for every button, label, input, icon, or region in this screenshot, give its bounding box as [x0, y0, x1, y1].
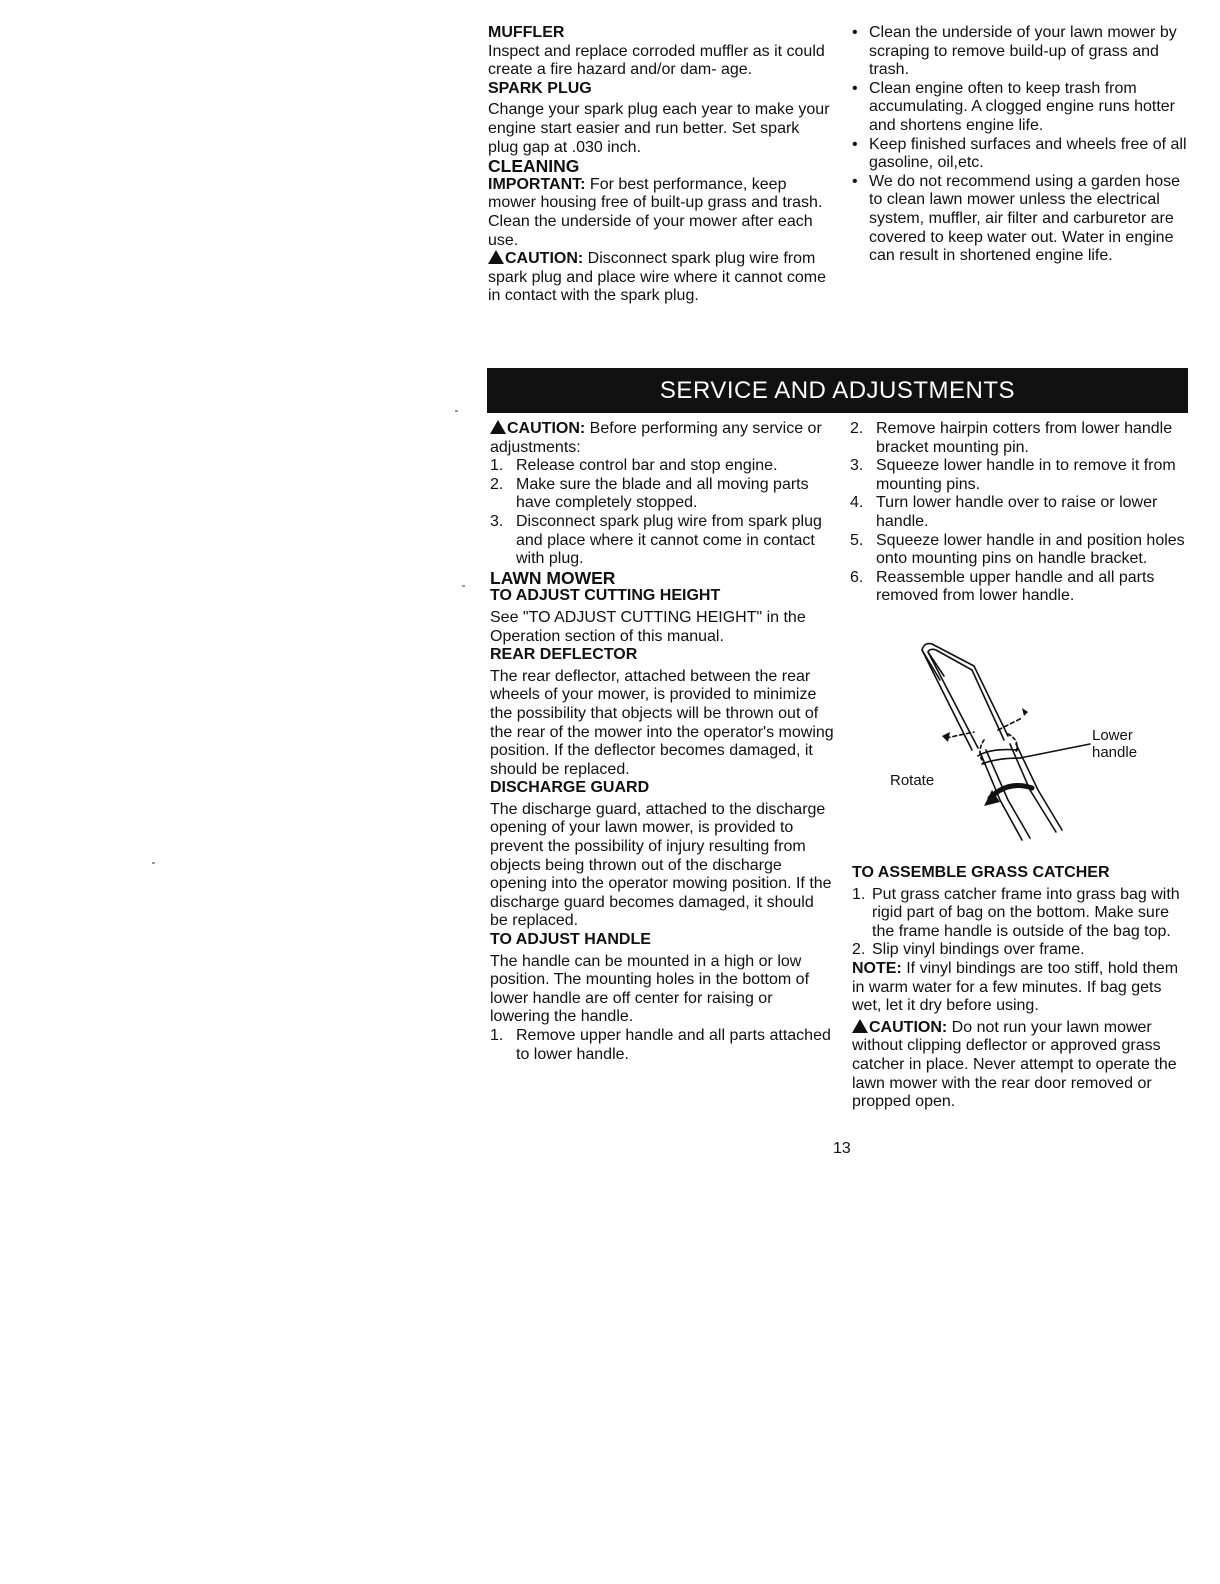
figure-label-handle: handle: [1092, 744, 1138, 761]
list-item: 2. Remove hairpin cotters from lower handle bracket mounting pin.: [850, 420, 1173, 456]
list-item: 1. Put grass catcher frame into grass bag with rigid part of bag on the bottom. Make sure the frame handle is outside of the bag top.: [852, 885, 1180, 940]
note-text: If vinyl bindings are too stiff, hold them in warm water for a few minutes. If bag gets wet, let it dry before using.: [852, 959, 1179, 1015]
scan-speck: [462, 585, 465, 587]
caution-label: CAUTION:: [507, 420, 586, 437]
warning-triangle-icon: [490, 420, 506, 434]
lawn-mower-heading: LAWN MOWER: [490, 567, 616, 588]
note-label: NOTE:: [852, 959, 902, 977]
discharge-guard-heading: DISCHARGE GUARD: [490, 779, 650, 797]
bullet-icon: •: [852, 172, 858, 190]
list-item: • Clean the underside of your lawn mower by scraping to remove build-up of grass and trash.: [852, 24, 1177, 79]
list-item: 3. Squeeze lower handle in to remove it from mounting pins.: [850, 457, 1176, 493]
section-banner: SERVICE AND ADJUSTMENTS: [487, 368, 1188, 413]
cutting-height-text: See "TO ADJUST CUTTING HEIGHT" in the Operation section of this manual.: [490, 608, 806, 645]
left-column: [490, 420, 835, 1064]
caution-paragraph: [488, 250, 833, 306]
warning-triangle-icon: [488, 250, 504, 264]
important-paragraph: [488, 176, 833, 250]
grass-catcher-section: [852, 864, 1192, 1112]
caution-text: Before performing any service or adjustments:: [490, 420, 822, 456]
rear-deflector-heading: REAR DEFLECTOR: [490, 646, 638, 664]
spark-plug-text: Change your spark plug each year to make your engine start easier and run better. Set spark plug gap at .030 inch.: [488, 101, 830, 156]
bullet-icon: •: [852, 24, 858, 41]
figure-label-rotate: Rotate: [890, 772, 935, 789]
list-item: • Clean engine often to keep trash from accumulating. A clogged engine runs hotter and shortens engine life.: [852, 79, 1175, 134]
list-item: 5. Squeeze lower handle in and position holes onto mounting pins on handle bracket.: [850, 531, 1185, 568]
bullet-icon: •: [852, 79, 858, 97]
handle-rotation-figure: [880, 640, 1180, 855]
cutting-height-heading: TO ADJUST CUTTING HEIGHT: [490, 587, 721, 605]
list-item: 4. Turn lower handle over to raise or lower handle.: [850, 494, 1158, 530]
right-column: [850, 420, 1190, 606]
caution-paragraph: [852, 1019, 1192, 1112]
caution-text: Do not run your lawn mower without clipping deflector or approved grass catcher in place. Never attempt to operate the lawn mower with the rear door removed or propped open.: [852, 1018, 1177, 1111]
adjust-handle-heading: TO ADJUST HANDLE: [490, 931, 651, 949]
top-right-column: [850, 24, 1190, 266]
bullet-icon: •: [852, 135, 858, 153]
caution-label: CAUTION:: [869, 1018, 948, 1036]
figure-label-lower: Lower: [1092, 727, 1133, 744]
spark-plug-heading: SPARK PLUG: [488, 79, 592, 97]
important-label: IMPORTANT:: [488, 175, 586, 193]
warning-triangle-icon: [852, 1019, 868, 1033]
handle-diagram: [880, 640, 1180, 855]
list-item: 1. Release control bar and stop engine.: [490, 457, 778, 475]
important-text: For best performance, keep mower housing free of built-up grass and trash. Clean the underside of your mower after each use.: [488, 175, 823, 249]
top-left-column: [488, 24, 833, 306]
list-item: 1. Remove upper handle and all parts attached to lower handle.: [490, 1027, 831, 1063]
cleaning-heading: CLEANING: [488, 156, 580, 177]
list-item: 2. Slip vinyl bindings over frame.: [852, 941, 1085, 959]
adjust-handle-text: The handle can be mounted in a high or low position. The mounting holes in the bottom of lower handle are off center for raising or lowering the handle.: [490, 952, 810, 1026]
list-item: 2. Make sure the blade and all moving parts have completely stopped.: [490, 475, 809, 512]
muffler-text: Inspect and replace corroded muffler as it could create a fire hazard and/or dam- age.: [488, 42, 825, 79]
scan-speck: [455, 410, 458, 412]
grass-catcher-heading: TO ASSEMBLE GRASS CATCHER: [852, 864, 1110, 881]
caution-text: Disconnect spark plug wire from spark plug and place wire where it cannot come in contact with the spark plug.: [488, 250, 826, 305]
list-item: 3. Disconnect spark plug wire from spark plug and place where it cannot come in contact with plug.: [490, 512, 822, 568]
caution-paragraph: [490, 420, 835, 457]
note-paragraph: [852, 960, 1192, 1016]
muffler-heading: MUFFLER: [488, 24, 565, 41]
list-item: • Keep finished surfaces and wheels free of all gasoline, oil,etc.: [852, 135, 1187, 172]
caution-label: CAUTION:: [505, 250, 584, 268]
discharge-guard-text: The discharge guard, attached to the discharge opening of your lawn mower, is provided to prevent the possibility of injury resulting from objects being thrown out of the discharge opening into the operator mowing position. If the discharge guard becomes damaged, it should be replaced.: [490, 800, 832, 930]
rear-deflector-text: The rear deflector, attached between the rear wheels of your mower, is provided to minimize the possibility that objects will be thrown out of the rear of the mower into the operator's mowing position. If the deflector becomes damaged, it should be replaced.: [490, 667, 834, 778]
list-item: 6. Reassemble upper handle and all parts removed from lower handle.: [850, 568, 1155, 605]
list-item: • We do not recommend using a garden hose to clean lawn mower unless the electrical system, muffler, air filter and carburetor are covered to keep water out. Water in engine can result in shortened engine life.: [852, 172, 1181, 265]
page-number: 13: [833, 1140, 851, 1157]
scan-speck: [152, 862, 155, 864]
